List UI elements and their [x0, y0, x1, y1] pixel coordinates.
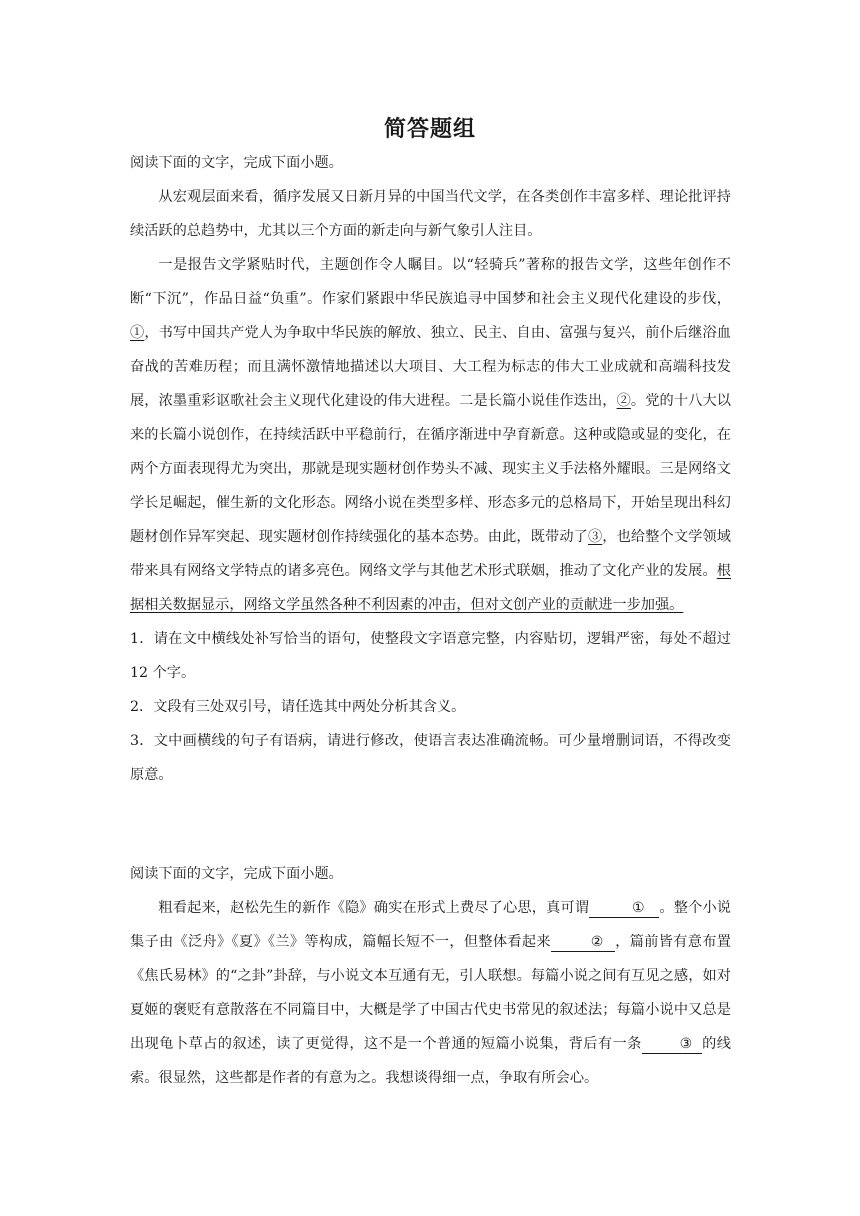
- section-1: [130, 146, 731, 792]
- question-1: 1．请在文中横线处补写恰当的语句，使整段文字语意完整，内容贴切，逻辑严密，每处不超过 12 个字。: [130, 631, 731, 681]
- section-1-instruction: 阅读下面的文字，完成下面小题。: [130, 155, 343, 171]
- passage-paragraph-1: 从宏观层面来看，循序发展又日新月异的中国当代文学，在各类创作丰富多样、理论批评持续活跃的总趋势中，尤其以三个方面的新走向与新气象引人注目。: [130, 189, 731, 239]
- fill-blank-3[interactable]: ③: [642, 1035, 702, 1054]
- passage-text: ，篇前皆有意布置《焦氏易林》的“之卦”卦辞，与小说文本互通有无，引人联想。每篇小说之间有互见之感，如对夏姬的褒贬有意散落在不同篇目中，大概是学了中国古代史书常见的叙述法；每篇小说中又总是出现龟卜草占的叙述，读了更觉得，这不是一个普通的短篇小说集，背后有一条: [130, 934, 731, 1052]
- fill-blank-1[interactable]: ①: [589, 899, 659, 918]
- passage-text: 。整个小说集子由《泛舟》《夏》《兰》等构成，篇幅长短不一，但整体看起来: [130, 900, 731, 950]
- underlined-sentence: 根据相关数据显示，网络文学虽然各种不利因素的冲击，但对文创产业的贡献进一步加强。: [130, 563, 731, 613]
- passage-text: 粗看起来，赵松先生的新作《隐》确实在形式上费尽了心思，真可谓: [158, 900, 590, 916]
- blank-marker-2[interactable]: ②: [616, 393, 631, 409]
- passage-paragraph-2: [130, 248, 731, 622]
- passage-text: 。党的十八大以来的长篇小说创作，在持续活跃中平稳前行，在循序渐进中孕育新意。这种或隐或显的变化，在两个方面表现得尤为突出，那就是现实题材创作势头不减、现实主义手法格外耀眼。三是网络文学长足崛起，催生新的文化形态。网络小说在类型多样、形态多元的总格局下，开始呈现出科幻题材创作异军突起、现实题材创作持续强化的基本态势。由此，既带动了: [130, 393, 731, 545]
- passage-text: ，也给整个文学领域带来具有网络文学特点的诸多亮色。网络文学与其他艺术形式联姻，推动了文化产业的发展。: [130, 529, 731, 579]
- page-title: 简答题组: [383, 117, 476, 142]
- blank-marker-3[interactable]: ③: [587, 529, 603, 545]
- section-2: [130, 857, 731, 1095]
- section-2-instruction: 阅读下面的文字，完成下面小题。: [130, 866, 343, 882]
- fill-blank-2[interactable]: ②: [551, 933, 615, 952]
- blank-marker-1[interactable]: ①: [130, 325, 145, 341]
- passage-2-paragraph: [130, 891, 731, 1095]
- question-3: 3．文中画横线的句子有语病，请进行修改，使语言表达准确流畅。可少量增删词语，不得改变原意。: [130, 733, 731, 783]
- passage-text: ，书写中国共产党人为争取中华民族的解放、独立、民主、自由、富强与复兴，前仆后继浴血奋战的苦难历程；而且满怀激情地描述以大项目、大工程为标志的伟大工业成就和高端科技发展，浓墨重彩讴歌社会主义现代化建设的伟大进程。二是长篇小说佳作迭出，: [130, 325, 731, 409]
- question-2: 2．文段有三处双引号，请任选其中两处分析其含义。: [130, 699, 466, 715]
- passage-text: 的线索。很显然，这些都是作者的有意为之。我想谈得细一点，争取有所会心。: [130, 1036, 731, 1086]
- passage-text: 一是报告文学紧贴时代，主题创作令人瞩目。以“轻骑兵”著称的报告文学，这些年创作不断“下沉”，作品日益“负重”。作家们紧跟中华民族追寻中国梦和社会主义现代化建设的步伐，: [130, 257, 731, 307]
